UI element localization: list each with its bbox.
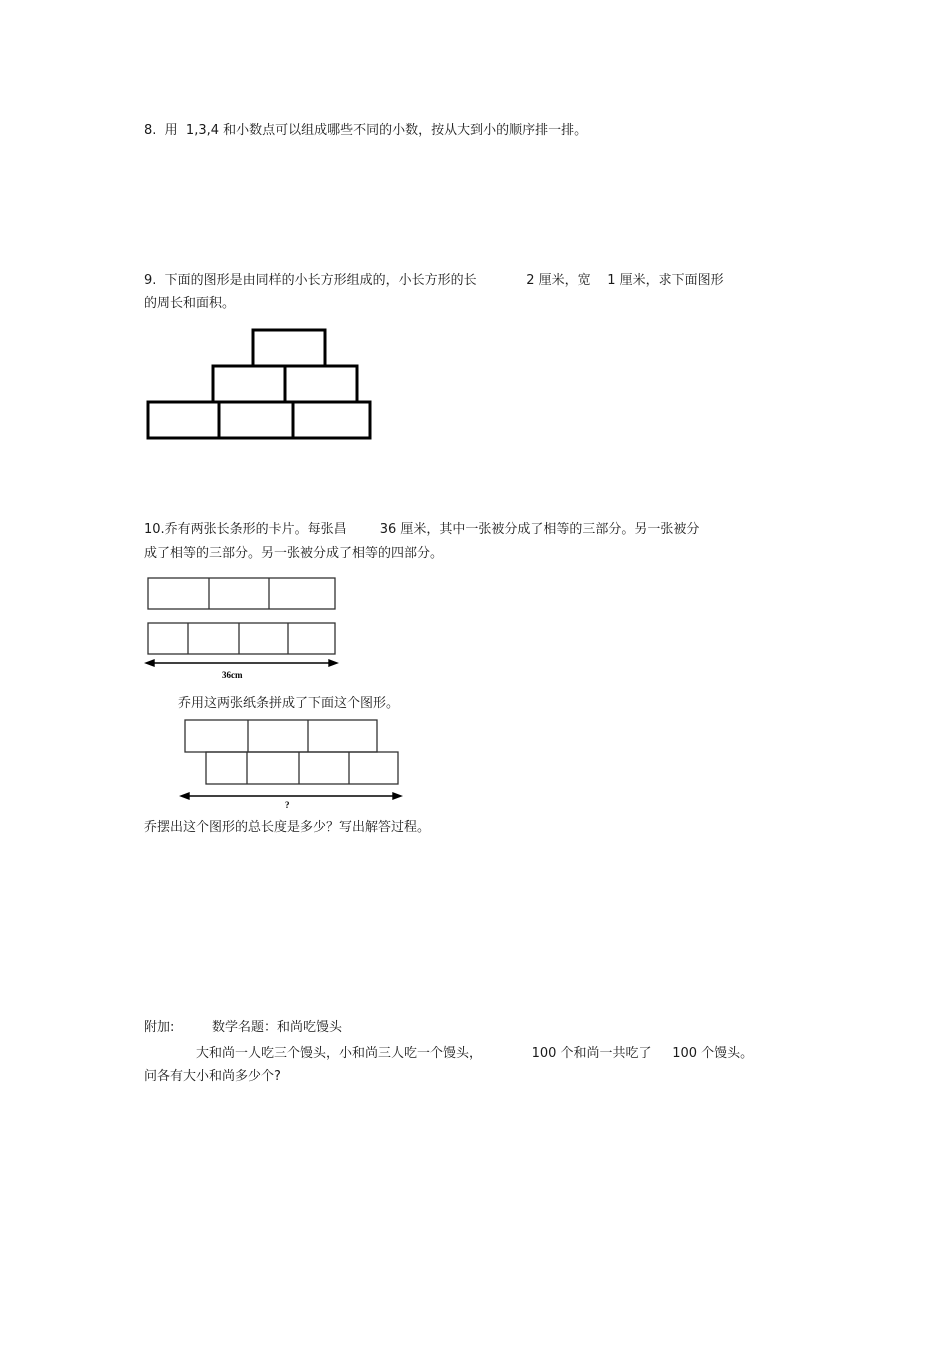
pyramid-top-rectangle	[253, 330, 325, 366]
question-10-line-2: 成了相等的三部分。另一张被分成了相等的四部分。	[144, 546, 444, 561]
combined-strips-figure	[175, 712, 410, 812]
question-10-line-3: 乔用这两张纸条拼成了下面这个图形。	[178, 696, 400, 711]
extra-title: 数学名题：和尚吃馒头	[212, 1020, 343, 1035]
question-9-line-2: 的周长和面积。	[144, 296, 236, 311]
pyramid-bottom-right-rectangle	[293, 402, 370, 438]
question-8-text: 8. 用 1,3,4 和小数点可以组成哪些不同的小数，按从大到小的顺序排一排。	[144, 123, 588, 138]
pyramid-middle-right-rectangle	[285, 366, 357, 402]
strip-four-parts	[148, 623, 335, 654]
combined-top-strip	[185, 720, 377, 752]
pyramid-bottom-middle-rectangle	[219, 402, 293, 438]
unknown-length-label: ?	[285, 800, 290, 810]
two-strips-figure	[140, 570, 350, 684]
question-9-line-1: 9. 下面的图形是由同样的小长方形组成的，小长方形的长 2 厘米，宽 1 厘米，求下面图形	[144, 273, 724, 288]
question-10-line-1: 10.乔有两张长条形的卡片。每张昌 36 厘米，其中一张被分成了相等的三部分。另一张被分	[144, 522, 700, 537]
extra-line-2: 问各有大小和尚多少个?	[144, 1069, 281, 1084]
extra-label: 附加:	[144, 1020, 175, 1035]
unknown-length-arrow	[181, 793, 401, 799]
combined-bottom-strip	[206, 752, 398, 784]
extra-line-1: 大和尚一人吃三个馒头，小和尚三人吃一个馒头， 100 个和尚一共吃了 100 个馒头。	[196, 1046, 754, 1061]
pyramid-middle-left-rectangle	[213, 366, 285, 402]
strip-length-label: 36cm	[222, 670, 243, 680]
strip-three-parts	[148, 578, 335, 609]
rectangle-pyramid-figure	[140, 322, 380, 447]
question-10-line-4: 乔摆出这个图形的总长度是多少？写出解答过程。	[144, 820, 431, 835]
length-arrow	[146, 660, 337, 666]
pyramid-bottom-left-rectangle	[148, 402, 219, 438]
